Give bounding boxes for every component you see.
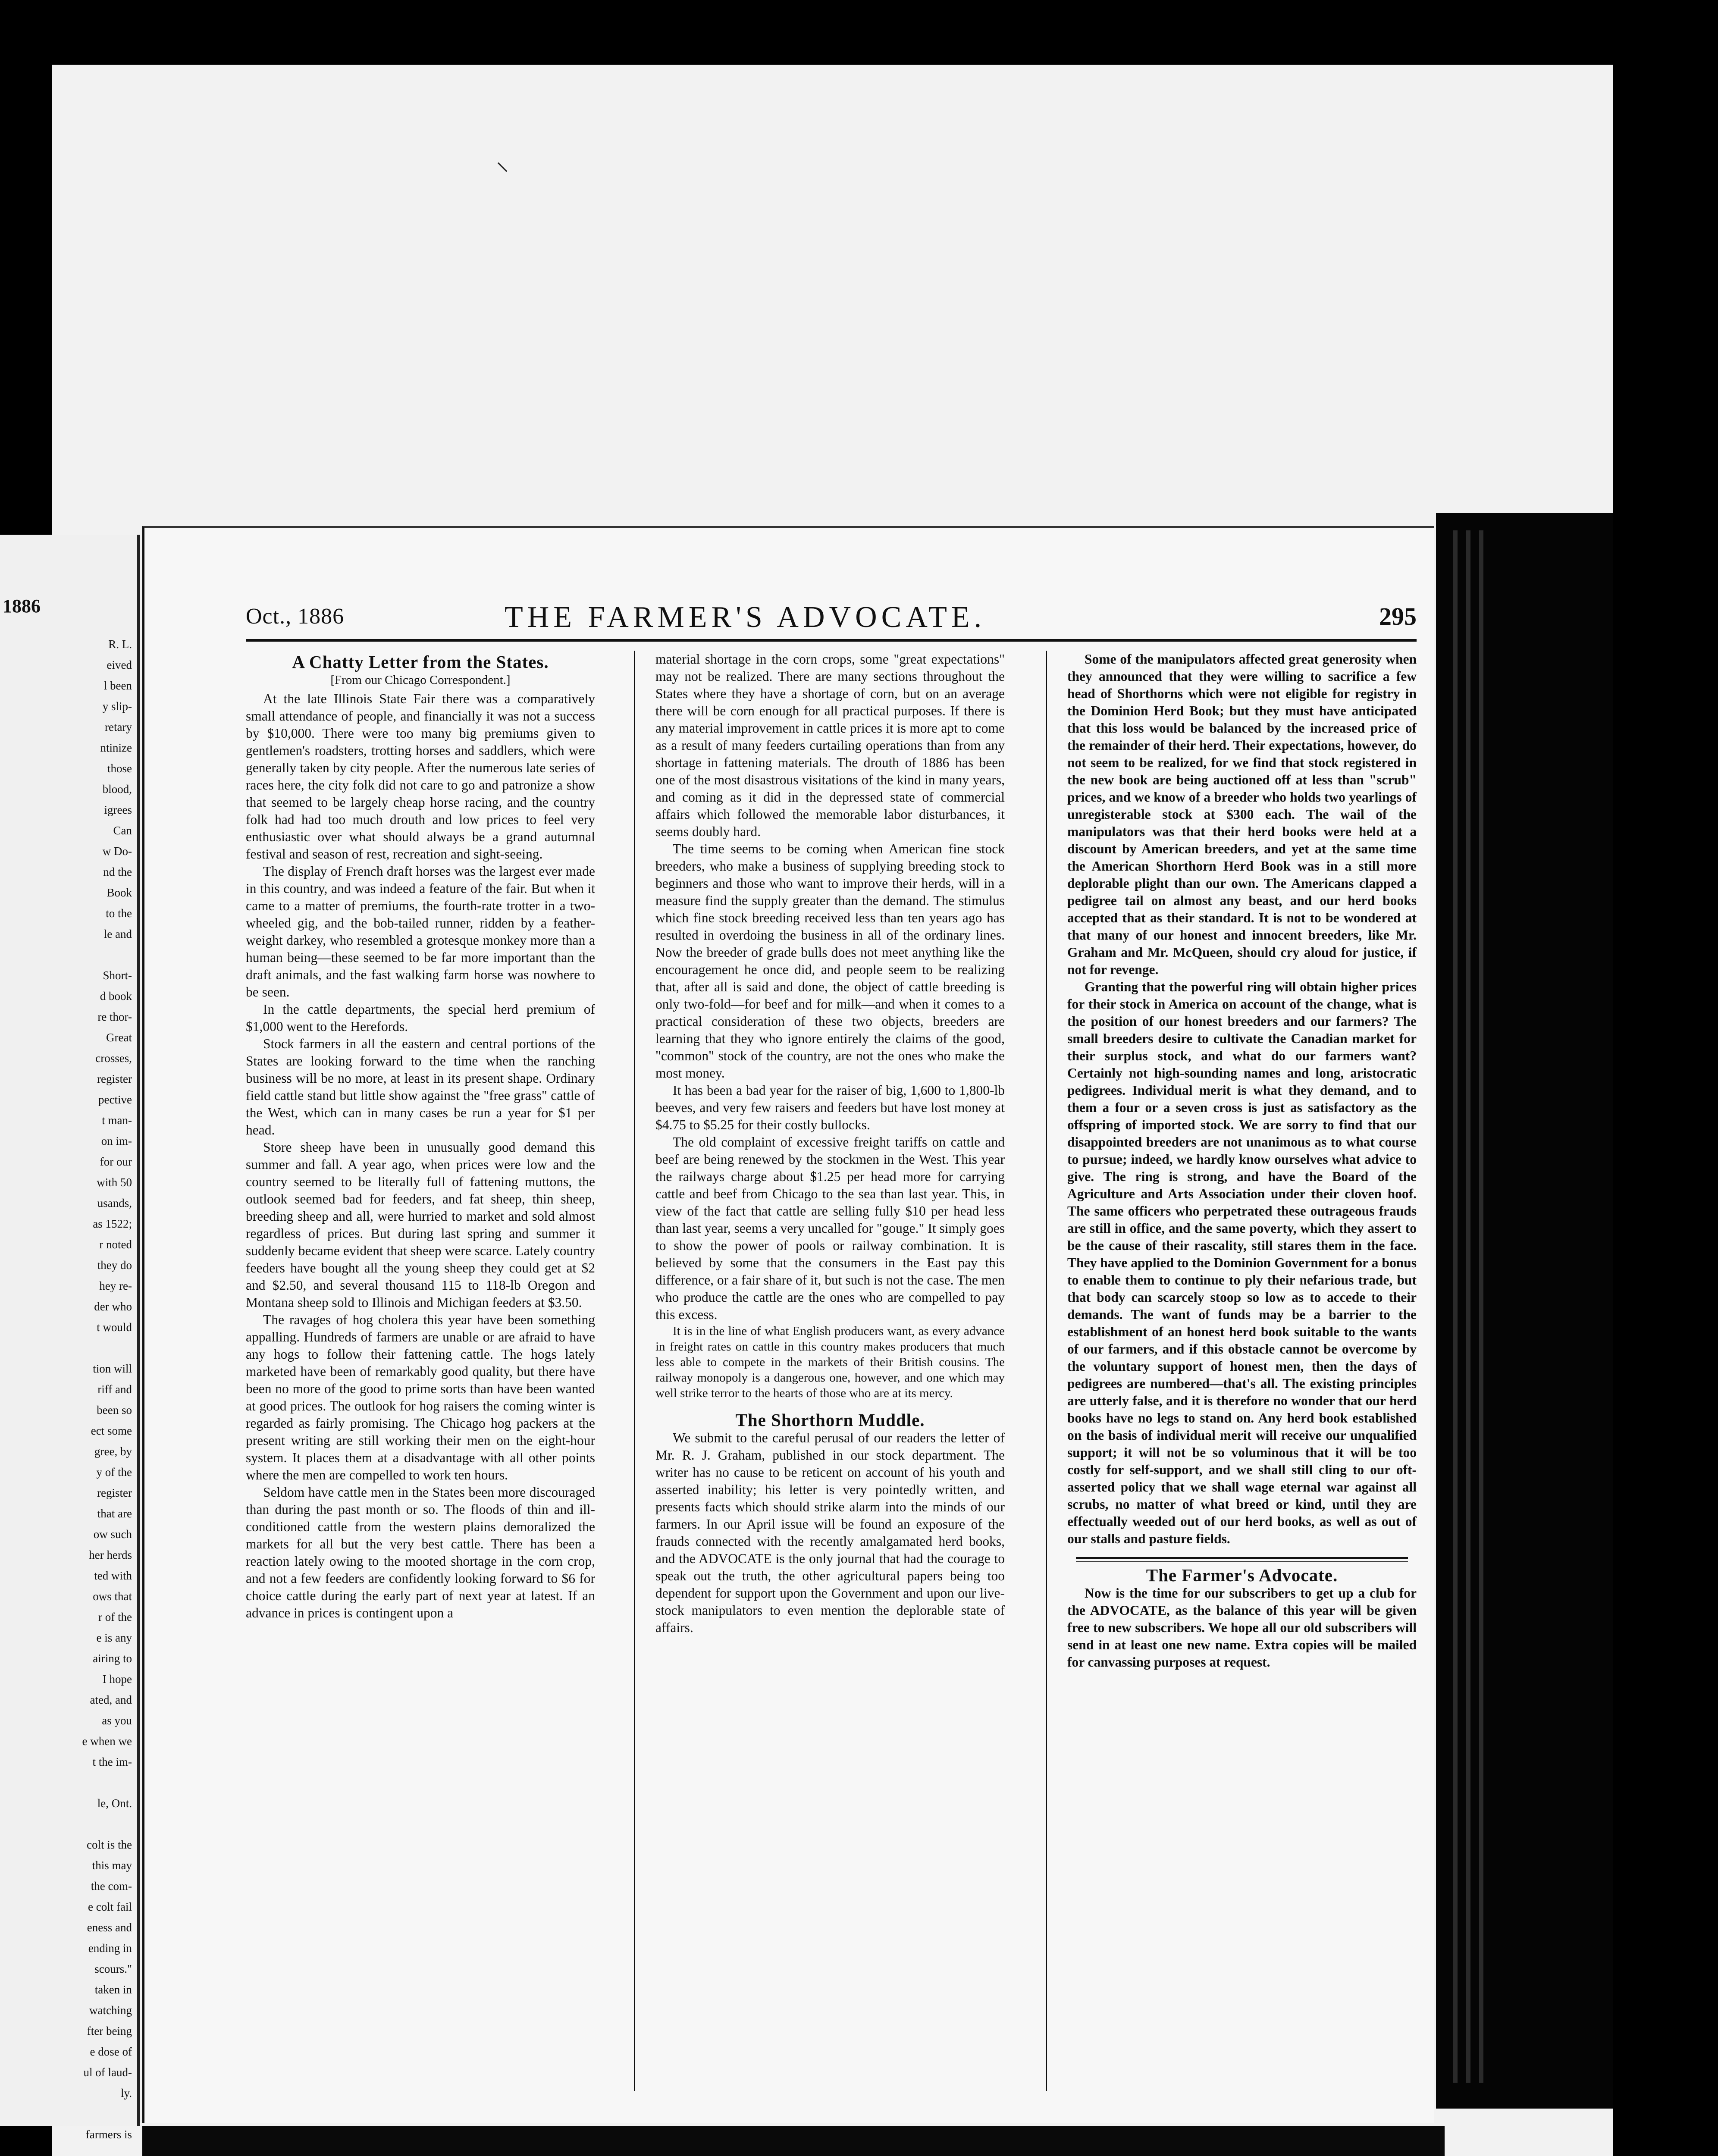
- paragraph: The display of French draft horses was the largest ever made in this country, and was indeed a feature of the fair. But when it came to a matter of premiums, the fourth-rate trotter in a two-wheeled gig, and the bob-tailed runner, ridden by a feather-weight darkey, who resembled a grotesque monkey more than a human being—these seemed to be far more important than the draft animals, and the fast walking farm horse was nowhere to be seen.: [246, 864, 595, 1000]
- article-byline: [From our Chicago Correspondent.]: [330, 673, 511, 687]
- column-3: [1067, 651, 1417, 1671]
- paragraph: The ravages of hog cholera this year have been something appalling. Hundreds of farmers are unable or are afraid to have any hogs to follow their fattening cattle. The hogs lately marketed have been of remarkably good quality, but there have been no more of the good to prime sorts than have been wanted at good prices. The outlook for hog raisers the coming winter is regarded as fairly promising. The Chicago hog packers at the present writing are still working their men on the eight-hour system. It places them at a disadvantage with all other points where the men are compelled to work ten hours.: [246, 1312, 595, 1482]
- left-page-line: the com-: [91, 1880, 132, 1893]
- left-page-line: ending in: [88, 1942, 132, 1955]
- film-border-right: [1613, 65, 1718, 2156]
- left-page-line: for our: [100, 1155, 132, 1168]
- left-page-line: with 50: [97, 1176, 132, 1189]
- paragraph: At the late Illinois State Fair there was a comparatively small attendance of people, and financially it was not a success by $10,000. There were too many big premiums given to gentlemen's roadsters, trotting horses and saddlers, which were generally taken by city people. After the numerous late series of races here, the city folk did not care to go and patronize a show that seemed to be largely cheap horse racing, and the country folk had had too much drouth and low prices to feel very enthusiastic over what should always be a grand autumnal festival and season of rest, recreation and sight-seeing.: [246, 691, 595, 862]
- left-page-line: ul of laud-: [83, 2066, 132, 2079]
- article-heading: The Farmer's Advocate.: [1146, 1565, 1338, 1585]
- left-page-line: d book: [100, 990, 132, 1003]
- masthead-title: THE FARMER'S ADVOCATE.: [505, 601, 986, 634]
- left-page-line: Book: [107, 886, 132, 899]
- page-header: [246, 600, 1417, 635]
- left-page-line: ated, and: [90, 1693, 132, 1706]
- left-page-line: R. L.: [108, 638, 132, 651]
- left-page-line: Can: [113, 824, 132, 837]
- article-heading: A Chatty Letter from the States.: [292, 652, 549, 672]
- binding-edge: [1466, 530, 1470, 2083]
- left-page-line: taken in: [94, 1983, 132, 1996]
- header-rule: [246, 639, 1417, 642]
- left-page-line: blood,: [102, 783, 132, 796]
- left-page-line: retary: [105, 721, 132, 733]
- binding-edge: [1453, 530, 1458, 2083]
- left-page-line: Great: [106, 1031, 132, 1044]
- left-page-line: those: [107, 762, 132, 775]
- left-page-line: gree, by: [94, 1445, 132, 1458]
- paragraph: The old complaint of excessive freight tariffs on cattle and beef are being renewed by the stockmen in the West. This year the railways charge about $1.25 per head more for carrying cattle and beef from Chicago to the sea than last year. This, in view of the fact that cattle are selling fully $10 per head less than last year, seems a very uncalled for "gouge." It simply goes to show the power of pools or railway combination. It is believed by some that the consumers in the East pay this difference, or a fair share of it, but such is not the case. The men who produce the cattle are the ones who are compelled to pay this excess.: [655, 1134, 1005, 1322]
- left-page-line: farmers is: [85, 2128, 132, 2141]
- left-page-line: le and: [103, 928, 132, 940]
- left-page-line: Short-: [103, 969, 132, 982]
- left-page-line: that are: [97, 1507, 132, 1520]
- left-page-line: on im-: [101, 1134, 132, 1147]
- paragraph: We submit to the careful perusal of our readers the letter of Mr. R. J. Graham, published in our stock department. The writer has no cause to be reticent on account of his youth and asserted inability; his letter is very pointedly written, and presents facts which should strike alarm into the minds of our farmers. In our April issue will be found an exposure of the frauds connected with the recently amalgamated herd books, and the ADVOCATE is the only journal that had the courage to speak out the truth, the other agricultural papers being too dependent for support upon the Government and upon our live-stock manipulators to even mention the deplorable state of affairs.: [655, 1430, 1005, 1635]
- left-page-line: ow such: [93, 1528, 132, 1541]
- paragraph: In the cattle departments, the special herd premium of $1,000 went to the Herefords.: [246, 1002, 595, 1034]
- left-page-line: e colt fail: [88, 1900, 132, 1913]
- paragraph: Stock farmers in all the eastern and central portions of the States are looking forward to the time when the ranching business will be no more, at least in its present shape. Ordinary field cattle stand but little show against the "free grass" cattle of the West, which can in many cases be run a year for $1 per head.: [246, 1036, 595, 1138]
- paragraph: Granting that the powerful ring will obtain higher prices for their stock in America on account of the change, what is the position of our honest breeders and our farmers? The small breeders desire to cultivate the Canadian market for their surplus stock, and what do our farmers want? Certainly not high-sounding names and long, aristocratic pedigrees. Individual merit is what they demand, and to them a four or a seven cross is just as satisfactory as the offspring of imported stock. We are sorry to find that our disappointed breeders are not unanimous as to what course to pursue; indeed, we hardly know ourselves what advice to give. The ring is strong, and have the Board of the Agriculture and Arts Association under their cloven hoof. The same officers who perpetrated these outrageous frauds are still in office, and the same poverty, which they assert to be the cause of their rascality, still stares them in the face. They have applied to the Dominion Government for a bonus to enable them to continue to ply their nefarious trade, but that body can scarcely stoop so low as to accede to their demands. The want of funds may be a barrier to the establishment of an honest herd book suitable to the wants of our farmers, and if this obstacle cannot be overcome by the voluntary support of honest men, then the days of pedigrees are numbered—that's all. The existing principles are utterly false, and it is therefore no wonder that our herd books have no legs to stand on. Any herd book established on the basis of individual merit will receive our unqualified support; it will not be so voluminous that it will be too costly for self-support, and we shall still cling to our oft-asserted policy that we shall wage eternal war against all scrubs, no matter of what breed or kind, until they are effectually weeded out of our herd books, as well as out of our stalls and pasture fields.: [1067, 979, 1417, 1546]
- left-page-line: crosses,: [95, 1052, 132, 1065]
- column-2: [655, 651, 1005, 1636]
- left-page-line: her herds: [89, 1548, 132, 1561]
- left-page-line: fter being: [87, 2024, 132, 2037]
- left-page-line: t would: [97, 1321, 132, 1334]
- left-page-line: eived: [107, 658, 132, 671]
- left-page-line: ted with: [94, 1569, 132, 1582]
- binding-edge: [1479, 530, 1483, 2083]
- film-border-top: [0, 0, 1718, 65]
- left-page-line: ect some: [91, 1424, 132, 1437]
- left-facing-page: [0, 535, 140, 2141]
- book-binding: [1436, 513, 1613, 2109]
- left-page-line: y of the: [96, 1466, 132, 1479]
- left-page-line: e dose of: [90, 2045, 132, 2058]
- paragraph: Store sheep have been in unusually good demand this summer and fall. A year ago, when prices were low and the country seemed to be literally full of fattening muttons, the outlook seemed bad for feeders, and fat sheep, thin sheep, breeding sheep and all, were hurried to market and sold almost regardless of prices. But during last spring and summer it suddenly became evident that sheep were scarce. Lately country feeders have bought all the young sheep they could get at $2 and $2.50, and several thousand 115 to 118-lb Oregon and Montana sheep sold to Illinois and Michigan feeders at $3.50.: [246, 1140, 595, 1310]
- left-page-line: eness and: [87, 1921, 132, 1934]
- paragraph: The time seems to be coming when American fine stock breeders, who make a business of supplying breeding stock to beginners and those who want to improve their herds, will in a measure find the supply greater than the demand. The stimulus which fine stock breeding received less than ten years ago has resulted in overdoing the business in all of the ordinary lines. Now the breeder of grade bulls does not meet anything like the encouragement he once did, and people seem to be realizing that, after all is said and done, the object of cattle breeding is only two-fold—for beef and for milk—and when it comes to a practical consideration of these two objects, breeders are learning that they who ignore entirely the claims of the good, "common" stock of the country, are not the ones who make the most money.: [655, 841, 1005, 1081]
- newspaper-page: [142, 526, 1434, 2123]
- page-number: 295: [1379, 602, 1417, 630]
- left-page-line: as 1522;: [93, 1217, 132, 1230]
- left-page-line: watching: [89, 2004, 132, 2017]
- left-page-line: w Do-: [102, 845, 132, 858]
- paragraph: Now is the time for our subscribers to get up a club for the ADVOCATE, as the balance of this year will be given free to new subscribers. We hope all our old subscribers will send in at least one new name. Extra copies will be mailed for canvassing purposes at request.: [1067, 1586, 1417, 1670]
- left-page-number: 1886: [3, 595, 41, 617]
- left-page-line: nd the: [103, 865, 132, 878]
- left-page-line: they do: [97, 1259, 132, 1272]
- left-page-line: to the: [106, 907, 132, 920]
- column-rule: [634, 651, 635, 2091]
- paragraph: Some of the manipulators affected great generosity when they announced that they were willing to sacrifice a few head of Shorthorns which were not eligible for registry in the Dominion Herd Book; but they must have anticipated that this loss would be balanced by the increased price of the remainder of their herd. Their expectations, however, do not seem to be realized, for we find that stock registered in the new book are being auctioned off at less than "scrub" prices, and we know of a breeder who holds two yearlings of unregisterable stock at $300 each. The wail of the manipulators was that their herd books were held at a discount by American breeders, and yet at the same time the American Shorthorn Herd Book was in a still more deplorable plight than our own. The Americans clapped a pedigree tail on almost any beast, and our herd books accepted that as their standard. It is not to be wondered at that many of our honest and innocent breeders, like Mr. Graham and Mr. McQueen, should cry aloud for justice, if not for revenge.: [1067, 652, 1417, 977]
- left-page-line: colt is the: [87, 1838, 132, 1851]
- left-page-line: e is any: [96, 1631, 132, 1644]
- left-page-line: l been: [103, 679, 132, 692]
- left-page-line: I hope: [102, 1673, 132, 1686]
- left-page-line: this may: [92, 1859, 132, 1872]
- column-1: [246, 651, 595, 1622]
- left-page-line: y slip-: [102, 700, 132, 713]
- left-page-line: t man-: [102, 1114, 132, 1127]
- left-page-line: r noted: [99, 1238, 132, 1251]
- left-page-line: le, Ont.: [97, 1797, 132, 1810]
- left-page-line: scours.": [94, 1962, 132, 1975]
- left-page-line: riff and: [97, 1383, 132, 1396]
- left-page-line: r of the: [98, 1611, 132, 1623]
- left-page-line: pective: [98, 1093, 132, 1106]
- left-page-line: usands,: [97, 1197, 132, 1210]
- left-page-line: ows that: [93, 1590, 132, 1603]
- left-page-line: tion will: [93, 1362, 132, 1375]
- left-page-line: register: [97, 1486, 132, 1499]
- article-heading: The Shorthorn Muddle.: [735, 1410, 925, 1430]
- left-page-line: ly.: [121, 2087, 132, 2100]
- column-rule: [1046, 651, 1047, 2091]
- issue-date: Oct., 1886: [246, 604, 345, 629]
- paragraph: Seldom have cattle men in the States been more discouraged than during the past month or so. The floods of thin and ill-conditioned cattle from the western plains demoralized the markets for all but the very best cattle. There has been a reaction lately owing to the mooted shortage in the corn crop, and not a few feeders are confidently looking forward to $6 for choice cattle during the early part of next year at latest. If an advance in prices is contingent upon a: [246, 1485, 595, 1620]
- left-page-line: igrees: [104, 803, 132, 816]
- left-page-line: re thor-: [97, 1010, 132, 1023]
- paragraph: material shortage in the corn crops, some "great expectations" may not be realized. There are many sections throughout the States where they have a shortage of corn, but on an average there will be corn enough for all practical purposes. If there is any material improvement in cattle prices it is more apt to come as a result of many feeders curtailing operations than from any shortage in fattening materials. The drouth of 1886 has been one of the most disastrous visitations of the kind in many years, and coming as it did in the depressed state of commercial affairs which followed the memorable labor disturbances, it seems doubly hard.: [655, 652, 1005, 839]
- left-page-line: airing to: [93, 1652, 132, 1665]
- paragraph: It has been a bad year for the raiser of big, 1,600 to 1,800-lb beeves, and very few raisers and feeders but have lost money at $4.75 to $5.25 for their costly bullocks.: [655, 1083, 1005, 1132]
- left-page-line: t the im-: [92, 1755, 132, 1768]
- left-page-line: ntinize: [100, 741, 132, 754]
- page-shadow: [142, 2126, 1445, 2156]
- left-page-line: der who: [94, 1300, 132, 1313]
- film-speck: ⸜: [496, 147, 509, 175]
- section-rule: [1076, 1557, 1408, 1562]
- left-page-line: as you: [102, 1714, 132, 1727]
- left-page-line: register: [97, 1072, 132, 1085]
- left-page-line: hey re-: [99, 1279, 132, 1292]
- left-page-line: been so: [97, 1404, 132, 1416]
- left-page-line: e when we: [82, 1735, 132, 1748]
- paragraph: It is in the line of what English producers want, as every advance in freight rates on cattle in this country makes producers that much less able to compete in the markets of their British cousins. The railway monopoly is a dangerous one, however, and one which may well strike terror to the hearts of those who are at its mercy.: [655, 1324, 1005, 1400]
